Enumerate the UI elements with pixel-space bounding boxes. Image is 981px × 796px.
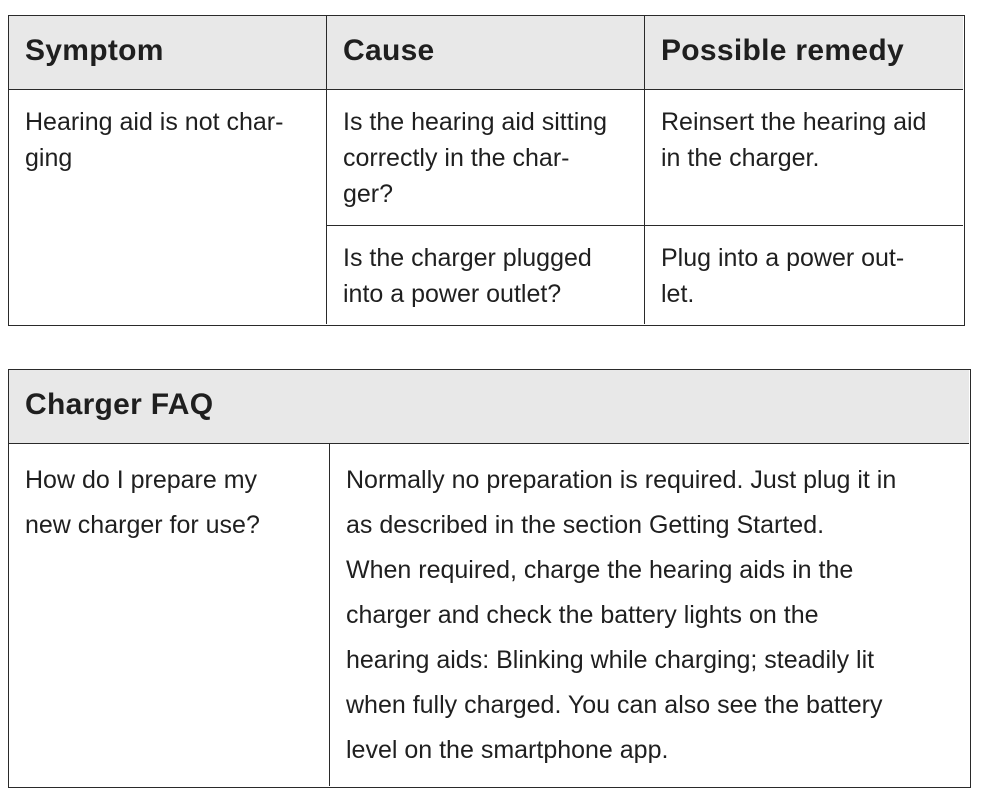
header-divider xyxy=(9,89,963,90)
column-divider-2 xyxy=(644,16,645,324)
faq-column-divider xyxy=(329,443,330,786)
column-divider-1 xyxy=(326,16,327,324)
cause-cell: Is the hearing aid sitting correctly in the char- ger? xyxy=(343,108,608,208)
charger-faq-table xyxy=(8,369,971,788)
troubleshooting-table xyxy=(8,15,965,326)
row-divider xyxy=(327,225,963,226)
symptom-cell: Hearing aid is not char- ging xyxy=(25,108,284,172)
faq-header-divider xyxy=(9,443,969,444)
cause-cell: Is the charger plugged into a power outlet? xyxy=(343,244,592,308)
header-cause: Cause xyxy=(343,34,435,67)
faq-title: Charger FAQ xyxy=(25,388,214,421)
remedy-cell: Reinsert the hearing aid in the charger. xyxy=(661,108,927,172)
header-symptom: Symptom xyxy=(25,34,164,67)
faq-question: How do I prepare my new charger for use? xyxy=(25,466,260,539)
remedy-cell: Plug into a power out- let. xyxy=(661,244,905,308)
faq-answer: Normally no preparation is required. Just plug it in as described in the section Getting Started. When required, charge the hearing aids in the charger and check the battery lights on the hearing aids: Blinking while charging; steadily lit when fully charged. You can also see the battery level on the smartphone app. xyxy=(346,466,897,764)
header-possible-remedy: Possible remedy xyxy=(661,34,904,67)
